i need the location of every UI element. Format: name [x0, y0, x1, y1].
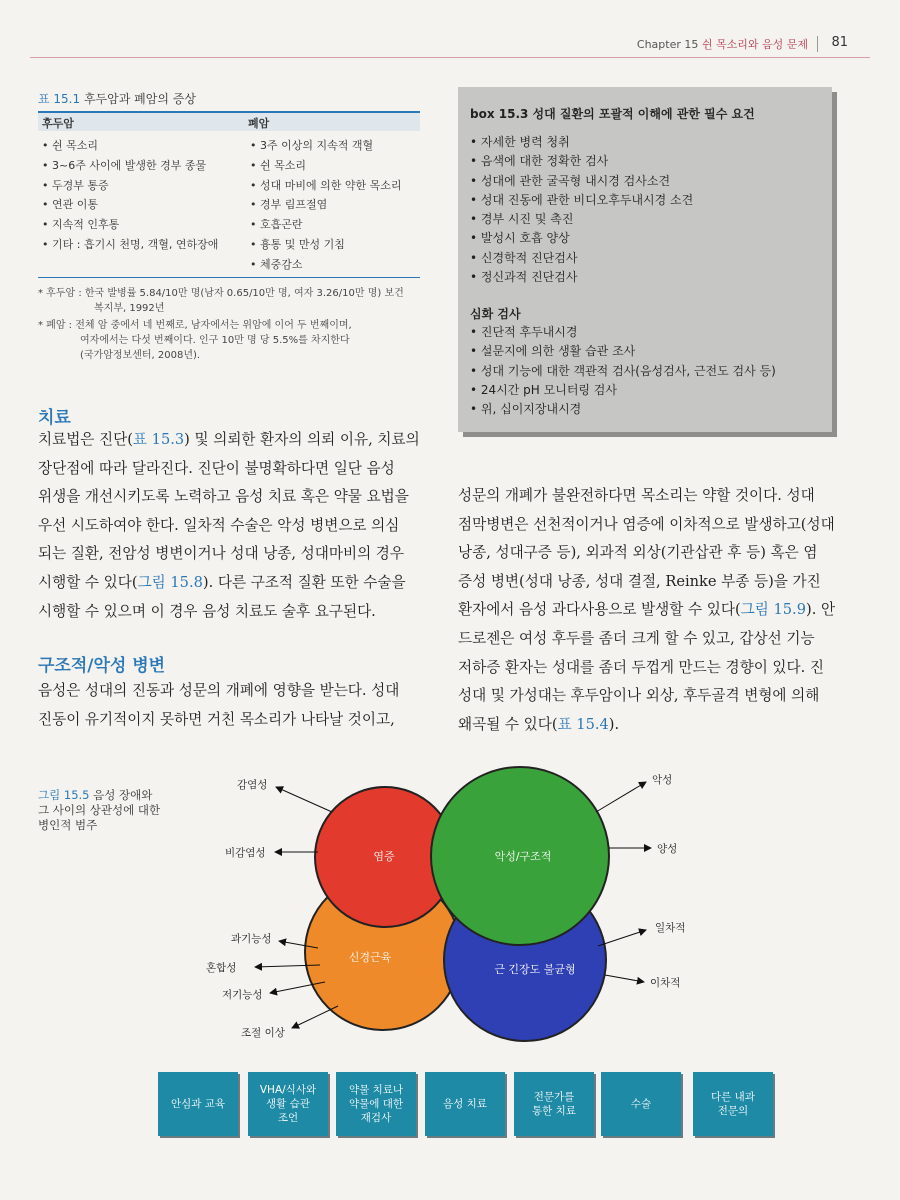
text-segment: ) 및 의뢰한 환자의 의뢰 이유, 치료의	[184, 431, 420, 448]
text-segment: 환자에서 음성 과다사용으로 발생할 수 있다(	[458, 601, 741, 619]
table-col2-list	[250, 136, 402, 275]
cross-reference: 표 15.3	[132, 431, 185, 448]
arrow-regulation	[292, 1006, 338, 1028]
footnote-line: 복지부, 1992년	[94, 303, 165, 314]
footnote-line: (국가암정보센터, 2008년).	[80, 350, 201, 361]
list-item: • 정신과적 진단검사	[470, 268, 693, 287]
label-inflammation: 염증	[373, 850, 395, 863]
list-item: • 쉰 목소리	[250, 156, 402, 176]
text-line	[458, 654, 842, 683]
box-15-3	[458, 87, 832, 432]
text-line	[38, 426, 422, 455]
table-col1-header: 후두암	[42, 117, 74, 130]
text-segment: ).	[608, 715, 620, 733]
text-segment: 점막병변은 선천적이거나 염증에 이차적으로 발생하고(성대	[458, 515, 835, 533]
text-segment: 치료법은 진단(	[38, 431, 133, 448]
text-line	[458, 625, 842, 654]
text-segment: 왜곡될 수 있다(	[458, 715, 558, 733]
arrow-infectious	[276, 787, 332, 812]
table-caption-text: 후두암과 폐암의 증상	[83, 92, 196, 106]
label-benign: 양성	[657, 843, 678, 855]
label-infectious: 감염성	[237, 779, 268, 791]
table-col2-header: 폐암	[248, 117, 270, 130]
label-malignant-arrow: 악성	[652, 774, 673, 786]
section-structural-body	[38, 677, 422, 734]
list-item: • 쉰 목소리	[42, 136, 218, 156]
text-segment: 장단점에 따라 달라진다. 진단이 불명확하다면 일단 음성	[38, 459, 395, 477]
etiology-venn-diagram	[0, 760, 900, 1060]
list-item: • 두경부 통증	[42, 176, 218, 196]
list-item: • 발성시 호흡 양상	[470, 229, 693, 248]
running-header	[637, 36, 808, 52]
text-line	[38, 706, 422, 735]
cross-reference: 그림 15.8	[137, 573, 203, 591]
footnote-line: 여자에서는 다섯 번째이다. 인구 10만 명 당 5.5%를 차지한다	[80, 335, 350, 346]
table-footnote-1	[38, 286, 404, 316]
text-segment: ). 안	[806, 601, 836, 619]
page-number: 81	[831, 35, 848, 50]
label-hyperfunction: 과기능성	[231, 933, 272, 945]
text-segment: 되는 질환, 전암성 병변이거나 성대 낭종, 성대마비의 경우	[38, 545, 404, 563]
footnote-line: * 폐암 : 전체 암 중에서 네 번째로, 남자에서는 위암에 이어 두 번째이며,	[38, 320, 352, 331]
footnote-line: * 후두암 : 한국 발병률 5.84/10만 명(남자 0.65/10만 명, 여자 3.26/10만 명) 보건	[38, 288, 404, 299]
list-item: • 성대에 관한 굴곡형 내시경 검사소견	[470, 172, 693, 191]
text-line	[458, 511, 842, 540]
list-item: • 위, 십이지장내시경	[470, 400, 776, 419]
list-item: • 음색에 대한 정확한 검사	[470, 152, 693, 171]
label-primary: 일차적	[655, 922, 686, 934]
treatment-box-surgery: 수술	[601, 1072, 681, 1136]
figure-caption-line: 음성 장애와	[93, 788, 153, 802]
text-segment: 저하증 환자는 성대를 좀더 두껍게 만드는 경향이 있다. 진	[458, 658, 824, 676]
text-segment: 위생을 개선시키도록 노력하고 음성 치료 혹은 약물 요법을	[38, 488, 409, 506]
table-header-row	[38, 113, 420, 131]
text-line	[458, 596, 842, 625]
list-item: • 호흡곤란	[250, 215, 402, 235]
list-item: • 설문지에 의한 생활 습관 조사	[470, 342, 776, 361]
label-neuromuscular: 신경근육	[348, 951, 392, 964]
text-line	[458, 682, 842, 711]
figure-caption-line: 그 사이의 상관성에 대한	[38, 803, 161, 817]
text-line	[38, 677, 422, 706]
table-caption-label: 표 15.1	[38, 92, 81, 106]
text-line	[458, 568, 842, 597]
list-item: • 지속적 인후통	[42, 215, 218, 235]
treatment-box-reassurance: 안심과 교육	[158, 1072, 238, 1136]
label-mixed: 혼합성	[206, 962, 237, 974]
figure-caption-line: 병인적 범주	[38, 818, 98, 832]
section-title-structural: 구조적/악성 병변	[38, 656, 166, 676]
header-rule	[30, 57, 870, 58]
text-line	[38, 598, 422, 627]
table-footnote-2	[38, 318, 352, 363]
text-line	[38, 512, 422, 541]
label-muscle-tension: 근 긴장도 불균형	[494, 963, 576, 976]
list-item: • 기타 : 흡기시 천명, 객혈, 연하장애	[42, 235, 218, 255]
text-segment: 시행할 수 있다(	[38, 573, 138, 591]
treatment-box-voice-therapy: 음성 치료	[425, 1072, 505, 1136]
label-regulation: 조절 이상	[241, 1027, 285, 1039]
text-line	[458, 711, 842, 740]
section-treatment-body	[38, 426, 422, 626]
text-line	[458, 539, 842, 568]
list-item: • 성대 기능에 대한 객관적 검사(음성검사, 근전도 검사 등)	[470, 362, 776, 381]
list-item: • 진단적 후두내시경	[470, 323, 776, 342]
figure-caption-label: 그림 15.5	[38, 788, 90, 802]
box-sub-list	[470, 323, 776, 419]
treatment-box-other-physician: 다른 내과 전문의	[693, 1072, 773, 1136]
box-title: box 15.3 성대 질환의 포괄적 이해에 관한 필수 요건	[470, 107, 755, 121]
list-item: • 자세한 병력 청취	[470, 133, 693, 152]
text-segment: 성대 및 가성대는 후두암이나 외상, 후두골격 변형에 의해	[458, 687, 820, 705]
cross-reference: 표 15.4	[557, 715, 609, 733]
text-segment: 드로젠은 여성 후두를 좀더 크게 할 수 있고, 갑상선 기능	[458, 629, 815, 647]
text-line	[38, 540, 422, 569]
treatment-box-lifestyle: VHA/식사와 생활 습관 조언	[248, 1072, 328, 1136]
cross-reference: 그림 15.9	[740, 601, 806, 619]
table-caption	[38, 90, 196, 107]
treatment-box-specialist: 전문가를 통한 치료	[514, 1072, 594, 1136]
label-hypofunction: 저기능성	[222, 989, 263, 1001]
list-item: • 성대 마비에 의한 약한 목소리	[250, 176, 402, 196]
label-secondary: 이차적	[650, 977, 681, 989]
label-noninfectious: 비감염성	[225, 847, 266, 859]
text-segment: 낭종, 성대구증 등), 외과적 외상(기관삽관 후 등) 혹은 염	[458, 544, 818, 562]
chapter-title: 쉰 목소리와 음성 문제	[701, 38, 808, 51]
list-item: • 연관 이통	[42, 195, 218, 215]
list-item: • 3~6주 사이에 발생한 경부 종물	[42, 156, 218, 176]
box-subtitle: 심화 검사	[470, 307, 521, 321]
chapter-number: Chapter 15	[636, 38, 699, 51]
treatment-box-medication: 약물 치료나 약물에 대한 재검사	[336, 1072, 416, 1136]
label-malignant: 악성/구조적	[494, 850, 552, 863]
text-line	[38, 483, 422, 512]
text-line	[38, 569, 422, 598]
text-segment: 증성 병변(성대 낭종, 성대 결절, Reinke 부종 등)을 가진	[458, 572, 821, 590]
list-item: • 경부 림프절염	[250, 195, 402, 215]
text-line	[38, 455, 422, 484]
table-bottom-rule	[38, 277, 420, 278]
text-segment: 진동이 유기적이지 못하면 거친 목소리가 나타날 것이고,	[38, 710, 395, 728]
text-segment: 우선 시도하여야 한다. 일차적 수술은 악성 병변으로 의심	[38, 516, 400, 534]
arrow-secondary	[605, 975, 644, 982]
arrow-primary	[598, 930, 646, 946]
text-segment: 성문의 개폐가 불완전하다면 목소리는 약할 것이다. 성대	[458, 487, 815, 504]
list-item: • 체중감소	[250, 255, 402, 275]
list-item: • 24시간 pH 모니터링 검사	[470, 381, 776, 400]
list-item: • 흉통 및 만성 기침	[250, 235, 402, 255]
text-line	[458, 482, 842, 511]
text-segment: ). 다른 구조적 질환 또한 수술을	[202, 573, 406, 591]
text-segment: 음성은 성대의 진동과 성문의 개폐에 영향을 받는다. 성대	[38, 682, 400, 699]
box-list	[470, 133, 693, 287]
list-item: • 경부 시진 및 촉진	[470, 210, 693, 229]
list-item: • 3주 이상의 지속적 객혈	[250, 136, 402, 156]
header-separator	[817, 36, 818, 52]
list-item: • 신경학적 진단검사	[470, 249, 693, 268]
text-segment: 시행할 수 있으며 이 경우 음성 치료도 술후 요구된다.	[38, 602, 376, 620]
right-column-body	[458, 482, 842, 739]
section-title-treatment: 치료	[38, 408, 71, 428]
table-col1-list	[42, 136, 218, 255]
arrow-malignant	[596, 782, 646, 812]
list-item: • 성대 진동에 관한 비디오후두내시경 소견	[470, 191, 693, 210]
